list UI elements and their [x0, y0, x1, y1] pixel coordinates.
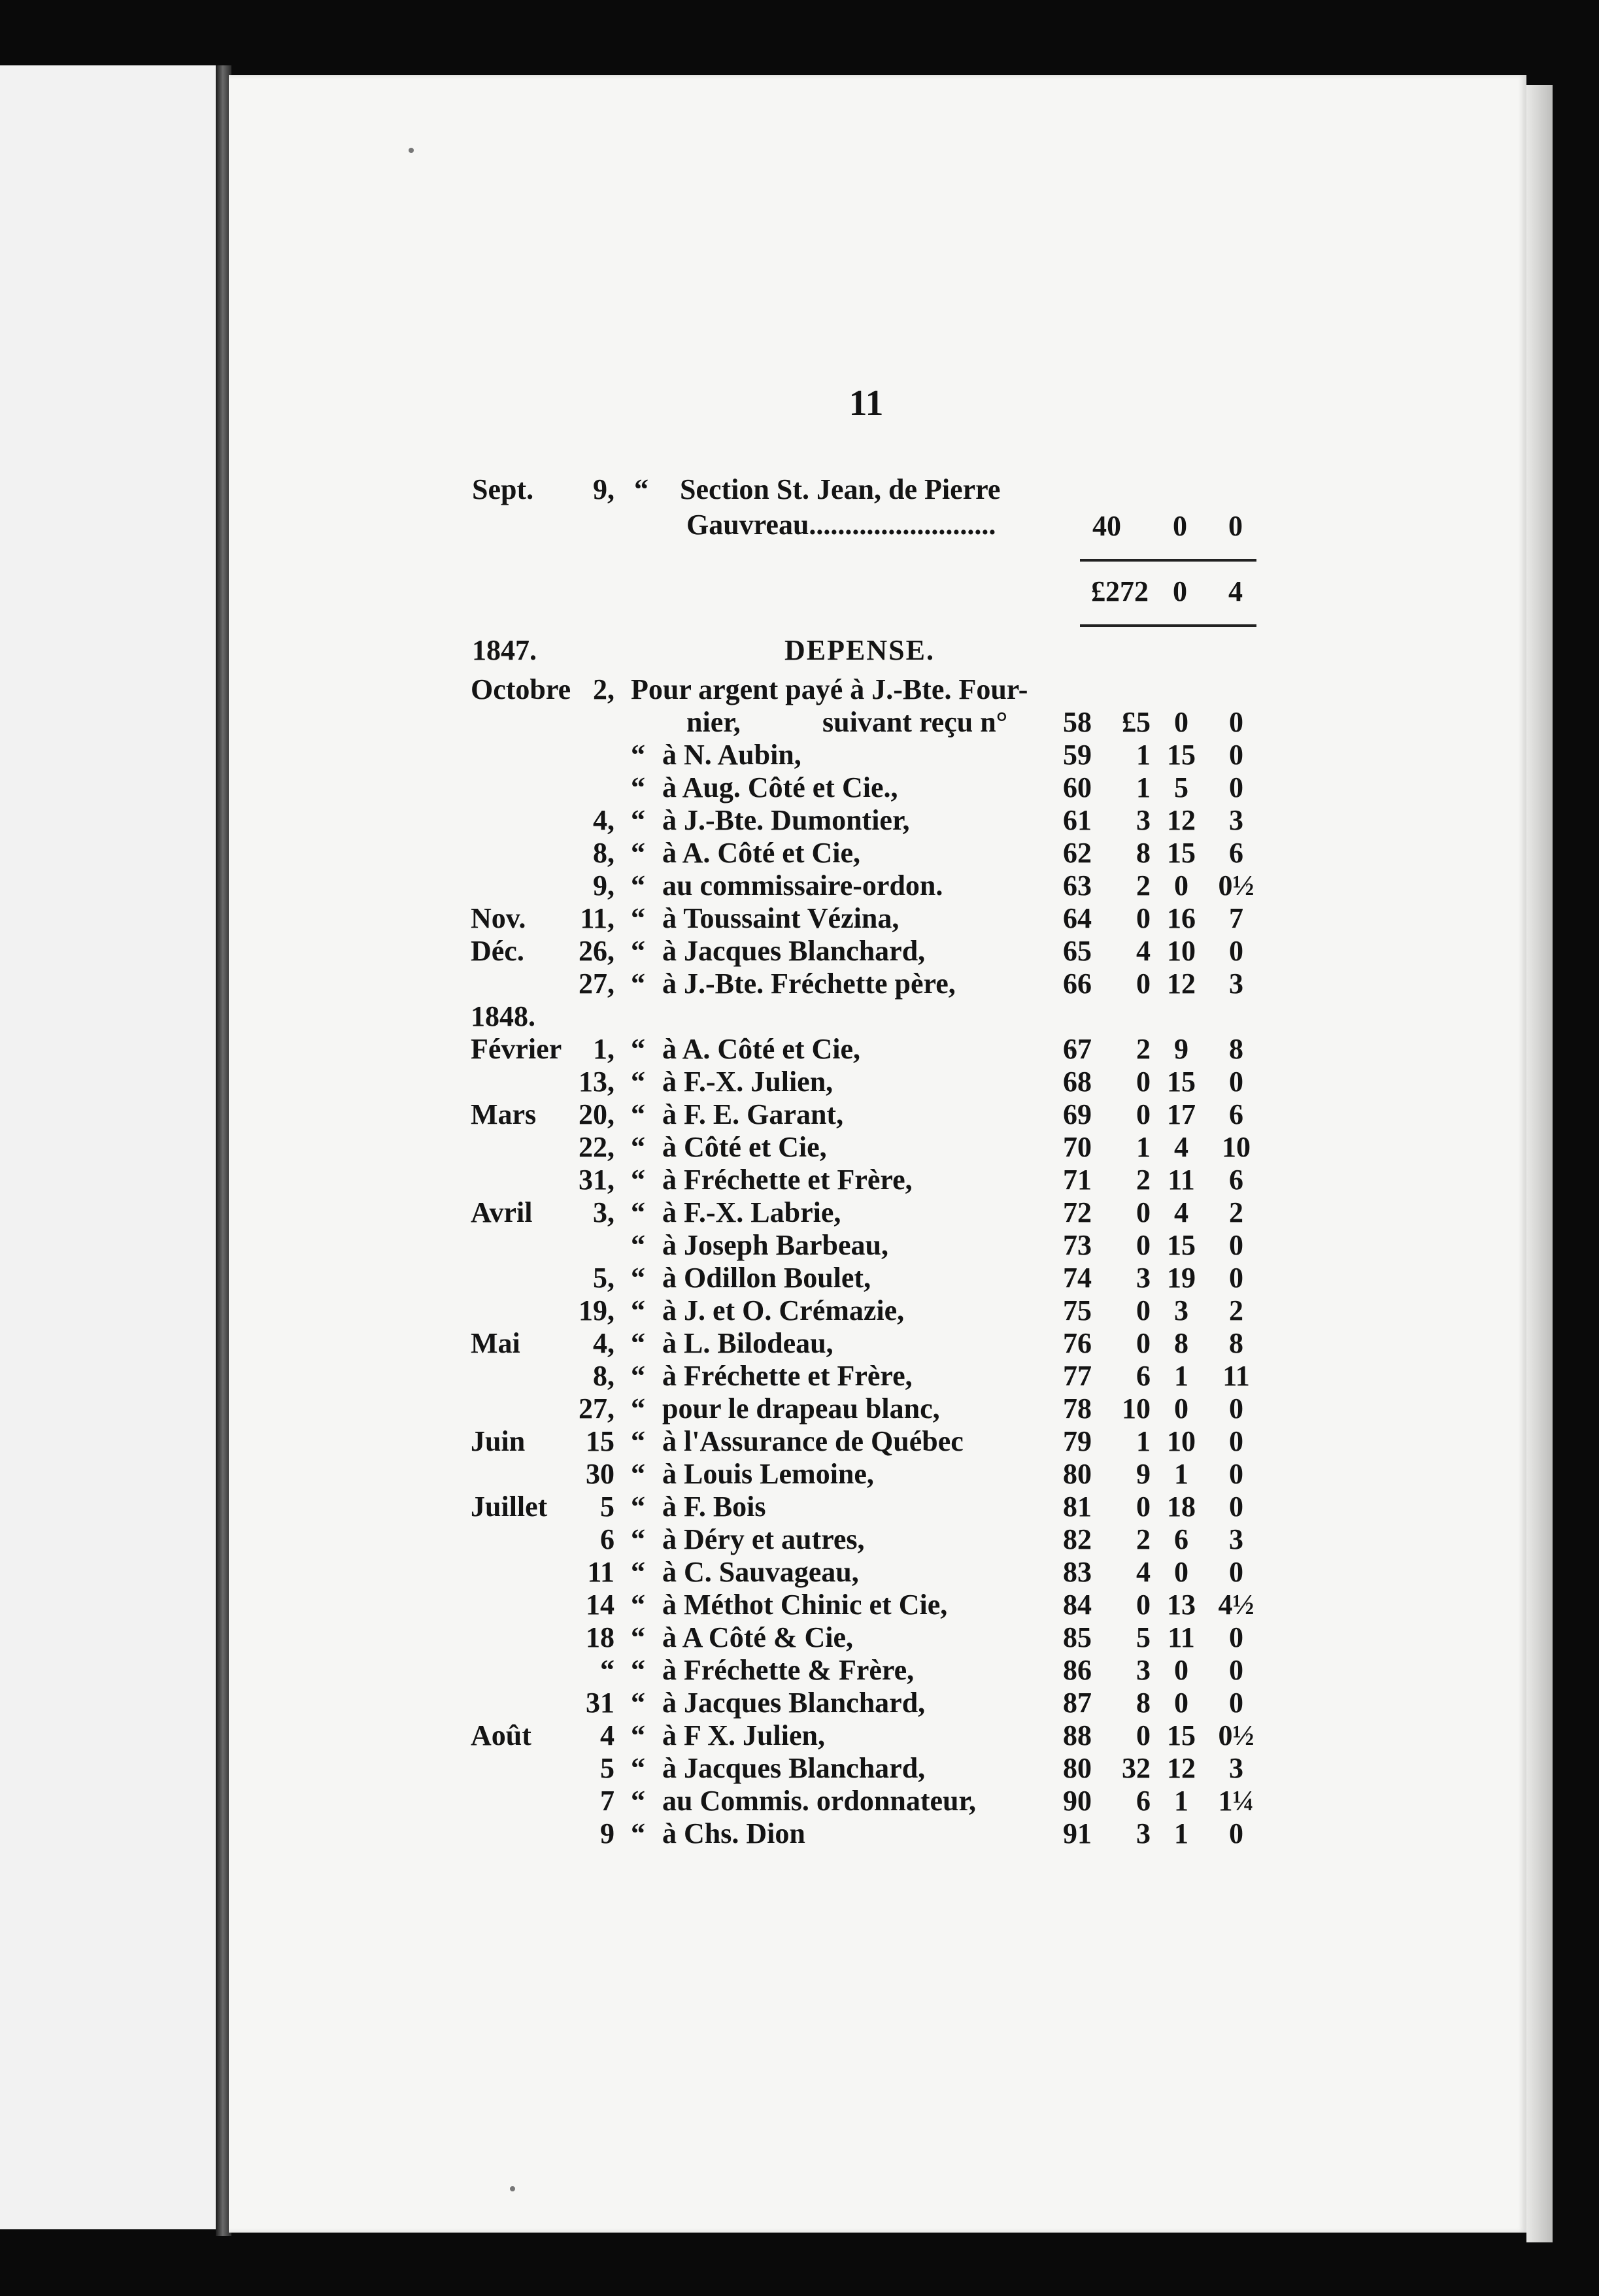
entry-day: 4, — [593, 1327, 614, 1359]
entry-payee: à J.-Bte. Dumontier, — [662, 804, 910, 836]
entry-day: 27, — [579, 1393, 614, 1425]
entry-day: 7 — [600, 1785, 614, 1817]
entry-ditto: “ — [631, 968, 645, 1000]
entry-pence: 4½ — [1218, 1589, 1254, 1621]
entry-ditto: “ — [631, 1654, 645, 1686]
entry-pence: 0 — [1229, 1458, 1243, 1490]
entry-pence: 8 — [1229, 1033, 1243, 1065]
entry-shillings: 0 — [1174, 869, 1188, 902]
entry-day: 4 — [600, 1719, 614, 1751]
entry-receipt-number: 73 — [1063, 1229, 1092, 1261]
header-shillings: 0 — [1173, 510, 1187, 542]
entry-pence: 3 — [1229, 968, 1243, 1000]
header-pence: 0 — [1228, 510, 1243, 542]
entry-pence: 0 — [1229, 739, 1243, 771]
entry-pounds: 4 — [1136, 935, 1151, 967]
entry-ditto: “ — [631, 1687, 645, 1719]
entry-payee: à Fréchette et Frère, — [662, 1164, 913, 1196]
entry-pence: 3 — [1229, 1523, 1243, 1555]
entry-receipt-label: suivant reçu n° — [822, 706, 1008, 738]
entry-pence: 0 — [1229, 1425, 1243, 1457]
total-pence: 4 — [1228, 575, 1243, 607]
entry-ditto: “ — [631, 902, 645, 934]
entry-shillings: 0 — [1174, 1654, 1188, 1686]
entry-receipt-number: 63 — [1063, 869, 1092, 902]
entry-shillings: 0 — [1174, 1556, 1188, 1588]
entry-payee: à Joseph Barbeau, — [662, 1229, 888, 1261]
entry-receipt-number: 72 — [1063, 1196, 1092, 1228]
entry-payee: à Jacques Blanchard, — [662, 935, 926, 967]
entry-shillings: 15 — [1167, 1229, 1196, 1261]
entry-ditto: “ — [631, 1066, 645, 1098]
entry-pounds: 3 — [1136, 1654, 1151, 1686]
entry-pence: 0 — [1229, 1262, 1243, 1294]
entry-shillings: 1 — [1174, 1817, 1188, 1849]
entry-payee: à Aug. Côté et Cie., — [662, 771, 898, 803]
entry-pounds: 3 — [1136, 1817, 1151, 1849]
entry-payee: à J. et O. Crémazie, — [662, 1294, 905, 1326]
entry-pounds: 9 — [1136, 1458, 1151, 1490]
entry-pounds: 0 — [1136, 1589, 1151, 1621]
entry-pounds: 3 — [1136, 1262, 1151, 1294]
entry-pounds: 0 — [1136, 1719, 1151, 1751]
entry-shillings: 8 — [1174, 1327, 1188, 1359]
entry-month: Février — [471, 1033, 562, 1065]
entry-receipt-number: 66 — [1063, 968, 1092, 1000]
entry-ditto: “ — [631, 1556, 645, 1588]
entry-pence: 3 — [1229, 1752, 1243, 1784]
entry-day: 22, — [579, 1131, 614, 1163]
entry-shillings: 1 — [1174, 1458, 1188, 1490]
entry-pence: 0 — [1229, 1687, 1243, 1719]
entry-day: 5 — [600, 1491, 614, 1523]
entry-month: Nov. — [471, 902, 526, 934]
entry-pounds: 0 — [1136, 1229, 1151, 1261]
entry-shillings: 1 — [1174, 1360, 1188, 1392]
entry-shillings: 13 — [1167, 1589, 1196, 1621]
entry-pounds: 0 — [1136, 1491, 1151, 1523]
entry-pence: 0 — [1229, 1229, 1243, 1261]
entry-pounds: 8 — [1136, 837, 1151, 869]
entry-pounds: 0 — [1136, 1327, 1151, 1359]
entry-ditto: “ — [631, 1294, 645, 1326]
entry-payee: à Jacques Blanchard, — [662, 1687, 926, 1719]
entry-ditto: “ — [631, 1523, 645, 1555]
header-pounds: 40 — [1092, 510, 1121, 542]
entry-shillings: 15 — [1167, 1066, 1196, 1098]
entry-shillings: 19 — [1167, 1262, 1196, 1294]
entry-pence: 0½ — [1218, 869, 1254, 902]
ledger-year: 1848. — [471, 1000, 535, 1032]
entry-receipt-number: 87 — [1063, 1687, 1092, 1719]
entry-receipt-number: 88 — [1063, 1719, 1092, 1751]
entry-receipt-number: 67 — [1063, 1033, 1092, 1065]
entry-day: 8, — [593, 1360, 614, 1392]
entry-day: 15 — [586, 1425, 614, 1457]
entry-day: 9, — [593, 869, 614, 902]
entry-shillings: 11 — [1168, 1621, 1195, 1653]
entry-receipt-number: 76 — [1063, 1327, 1092, 1359]
entry-payee: à C. Sauvageau, — [662, 1556, 859, 1588]
entry-pounds: 1 — [1136, 739, 1151, 771]
entry-receipt-number: 60 — [1063, 771, 1092, 803]
entry-ditto: “ — [631, 869, 645, 902]
entry-pounds: 0 — [1136, 902, 1151, 934]
entry-ditto: “ — [631, 935, 645, 967]
entry-shillings: 9 — [1174, 1033, 1188, 1065]
entry-day: 8, — [593, 837, 614, 869]
entry-payee: à Chs. Dion — [662, 1817, 805, 1849]
entry-pence: 0 — [1229, 935, 1243, 967]
entry-pounds: 5 — [1136, 1621, 1151, 1653]
entry-day: 9 — [600, 1817, 614, 1849]
entry-pounds: 10 — [1122, 1393, 1151, 1425]
entry-day: 14 — [586, 1589, 614, 1621]
entry-shillings: 12 — [1167, 1752, 1196, 1784]
entry-shillings: 0 — [1174, 706, 1188, 738]
entry-shillings: 4 — [1174, 1131, 1188, 1163]
entry-month: Déc. — [471, 935, 524, 967]
entry-payee: à F. Bois — [662, 1491, 766, 1523]
entry-month: Août — [471, 1719, 531, 1751]
entry-day: “ — [600, 1654, 614, 1686]
entry-day: 3, — [593, 1196, 614, 1228]
entry-receipt-number: 74 — [1063, 1262, 1092, 1294]
entry-receipt-number: 71 — [1063, 1164, 1092, 1196]
entry-shillings: 0 — [1174, 1393, 1188, 1425]
entry-day: 31, — [579, 1164, 614, 1196]
entry-receipt-number: 77 — [1063, 1360, 1092, 1392]
entry-ditto: “ — [631, 1164, 645, 1196]
entry-ditto: “ — [631, 739, 645, 771]
header-line-1: Section St. Jean, de Pierre — [680, 473, 1001, 505]
entry-shillings: 5 — [1174, 771, 1188, 803]
entry-month: Octobre — [471, 673, 571, 705]
entry-payee: à A. Côté et Cie, — [662, 837, 861, 869]
entry-pence: 8 — [1229, 1327, 1243, 1359]
entry-payee: pour le drapeau blanc, — [662, 1393, 940, 1425]
right-page-edge — [1526, 85, 1553, 2242]
entry-ditto: “ — [631, 1360, 645, 1392]
entry-day: 19, — [579, 1294, 614, 1326]
entry-payee: à Jacques Blanchard, — [662, 1752, 926, 1784]
entry-receipt-number: 80 — [1063, 1458, 1092, 1490]
entry-day: 31 — [586, 1687, 614, 1719]
entry-receipt-number: 83 — [1063, 1556, 1092, 1588]
entry-payee: à L. Bilodeau, — [662, 1327, 833, 1359]
entry-pounds: 3 — [1136, 804, 1151, 836]
entry-pounds: 2 — [1136, 1033, 1151, 1065]
entry-shillings: 17 — [1167, 1098, 1196, 1130]
entry-payee: à Toussaint Vézina, — [662, 902, 900, 934]
entry-ditto: “ — [631, 1589, 645, 1621]
entry-receipt-number: 64 — [1063, 902, 1092, 934]
entry-day: 5 — [600, 1752, 614, 1784]
entry-pence: 0 — [1229, 706, 1243, 738]
entry-pence: 1¼ — [1218, 1785, 1254, 1817]
page-number: 11 — [849, 383, 884, 424]
entry-payee: à J.-Bte. Fréchette père, — [662, 968, 956, 1000]
left-page-edge — [0, 65, 218, 2229]
entry-day: 27, — [579, 968, 614, 1000]
entry-ditto: “ — [631, 1752, 645, 1784]
entry-ditto: “ — [631, 1458, 645, 1490]
entry-shillings: 10 — [1167, 935, 1196, 967]
entry-payee: à Odillon Boulet, — [662, 1262, 871, 1294]
entry-payee: à l'Assurance de Québec — [662, 1425, 964, 1457]
entry-shillings: 3 — [1174, 1294, 1188, 1326]
entry-payee: à N. Aubin, — [662, 739, 801, 771]
entry-ditto: “ — [631, 837, 645, 869]
entry-pence: 0 — [1229, 1654, 1243, 1686]
entry-month: Juin — [471, 1425, 526, 1457]
entry-pounds: 1 — [1136, 1425, 1151, 1457]
entry-pence: 0 — [1229, 1556, 1243, 1588]
entry-shillings: 0 — [1174, 1687, 1188, 1719]
entry-day: 26, — [579, 935, 614, 967]
entry-pounds: £5 — [1122, 706, 1151, 738]
total-double-rule — [1080, 624, 1256, 627]
entry-shillings: 15 — [1167, 837, 1196, 869]
entry-pounds: 2 — [1136, 1523, 1151, 1555]
entry-pence: 0½ — [1218, 1719, 1254, 1751]
entry-pounds: 0 — [1136, 968, 1151, 1000]
entry-payee: à Fréchette & Frère, — [662, 1654, 915, 1686]
depense-title: DEPENSE. — [784, 634, 935, 666]
paper-speck — [510, 2186, 515, 2191]
entry-pounds: 2 — [1136, 1164, 1151, 1196]
entry-pence: 0 — [1229, 1817, 1243, 1849]
entry-pence: 6 — [1229, 1164, 1243, 1196]
entry-pence: 0 — [1229, 1066, 1243, 1098]
header-line-2: Gauvreau.......................... — [686, 509, 996, 541]
entry-pence: 6 — [1229, 837, 1243, 869]
entry-receipt-number: 68 — [1063, 1066, 1092, 1098]
entry-ditto: “ — [631, 1033, 645, 1065]
entry-pounds: 0 — [1136, 1098, 1151, 1130]
entry-receipt-number: 86 — [1063, 1654, 1092, 1686]
entry-ditto: “ — [631, 1327, 645, 1359]
entry-day: 11, — [580, 902, 614, 934]
entry-receipt-number: 91 — [1063, 1817, 1092, 1849]
entry-day: 1, — [593, 1033, 614, 1065]
entry-day: 18 — [586, 1621, 614, 1653]
total-shillings: 0 — [1173, 575, 1187, 607]
entry-ditto: “ — [631, 1425, 645, 1457]
entry-ditto: “ — [631, 1393, 645, 1425]
entry-ditto: “ — [631, 1229, 645, 1261]
entry-day: 13, — [579, 1066, 614, 1098]
entry-pounds: 0 — [1136, 1294, 1151, 1326]
entry-pounds: 0 — [1136, 1066, 1151, 1098]
entry-ditto: “ — [631, 1196, 645, 1228]
entry-receipt-number: 79 — [1063, 1425, 1092, 1457]
entry-receipt-number: 65 — [1063, 935, 1092, 967]
entry-day: 30 — [586, 1458, 614, 1490]
entry-payee: à Fréchette et Frère, — [662, 1360, 913, 1392]
entry-day: 5, — [593, 1262, 614, 1294]
entry-day: 11 — [587, 1556, 614, 1588]
entry-receipt-number: 80 — [1063, 1752, 1092, 1784]
entry-pounds: 1 — [1136, 1131, 1151, 1163]
entry-receipt-number: 62 — [1063, 837, 1092, 869]
entry-pounds: 2 — [1136, 869, 1151, 902]
entry-day: 2, — [593, 673, 614, 705]
entry-receipt-number: 58 — [1063, 706, 1092, 738]
entry-pence: 0 — [1229, 1491, 1243, 1523]
entry-receipt-number: 90 — [1063, 1785, 1092, 1817]
entry-pence: 0 — [1229, 1621, 1243, 1653]
entry-payee: à Déry et autres, — [662, 1523, 865, 1555]
total-pounds: £272 — [1091, 575, 1149, 607]
entry-pence: 0 — [1229, 771, 1243, 803]
entry-shillings: 1 — [1174, 1785, 1188, 1817]
entry-payee: au Commis. ordonnateur, — [662, 1785, 976, 1817]
entry-month: Avril — [471, 1196, 533, 1228]
entry-shillings: 15 — [1167, 739, 1196, 771]
entry-day: 20, — [579, 1098, 614, 1130]
depense-year: 1847. — [472, 634, 537, 666]
entry-shillings: 6 — [1174, 1523, 1188, 1555]
entry-pounds: 32 — [1122, 1752, 1151, 1784]
entry-pounds: 6 — [1136, 1360, 1151, 1392]
entry-ditto: “ — [631, 1621, 645, 1653]
entry-ditto: “ — [631, 804, 645, 836]
entry-month: Mars — [471, 1098, 537, 1130]
sum-rule — [1080, 559, 1256, 562]
entry-day: 6 — [600, 1523, 614, 1555]
entry-pounds: 8 — [1136, 1687, 1151, 1719]
entry-shillings: 12 — [1167, 804, 1196, 836]
entry-receipt-number: 78 — [1063, 1393, 1092, 1425]
entry-pounds: 4 — [1136, 1556, 1151, 1588]
entry-pence: 11 — [1222, 1360, 1250, 1392]
entry-pence: 10 — [1222, 1131, 1251, 1163]
entry-pence: 3 — [1229, 804, 1243, 836]
entry-receipt-number: 75 — [1063, 1294, 1092, 1326]
entry-shillings: 4 — [1174, 1196, 1188, 1228]
entry-receipt-number: 82 — [1063, 1523, 1092, 1555]
entry-receipt-number: 70 — [1063, 1131, 1092, 1163]
entry-payee: à F. E. Garant, — [662, 1098, 844, 1130]
entry-receipt-number: 81 — [1063, 1491, 1092, 1523]
entry-receipt-number: 84 — [1063, 1589, 1092, 1621]
entry-day: 4, — [593, 804, 614, 836]
entry-payee: à Méthot Chinic et Cie, — [662, 1589, 948, 1621]
entry-pence: 2 — [1229, 1294, 1243, 1326]
entry-ditto: “ — [631, 1262, 645, 1294]
entry-pence: 6 — [1229, 1098, 1243, 1130]
entry-payee: à Louis Lemoine, — [662, 1458, 874, 1490]
entry-ditto: “ — [631, 1817, 645, 1849]
entry-shillings: 15 — [1167, 1719, 1196, 1751]
entry-ditto: “ — [631, 1785, 645, 1817]
entry-pounds: 6 — [1136, 1785, 1151, 1817]
entry-payee-continued: nier, — [686, 706, 741, 738]
entry-payee: Pour argent payé à J.-Bte. Four- — [631, 673, 1028, 705]
entry-receipt-number: 61 — [1063, 804, 1092, 836]
entry-receipt-number: 59 — [1063, 739, 1092, 771]
entry-payee: à F.-X. Labrie, — [662, 1196, 841, 1228]
entry-receipt-number: 69 — [1063, 1098, 1092, 1130]
entry-month: Mai — [471, 1327, 520, 1359]
entry-shillings: 16 — [1167, 902, 1196, 934]
entry-ditto: “ — [631, 1719, 645, 1751]
entry-pounds: 0 — [1136, 1196, 1151, 1228]
entry-ditto: “ — [631, 1491, 645, 1523]
entry-pence: 2 — [1229, 1196, 1243, 1228]
header-ditto: “ — [634, 473, 648, 505]
entry-ditto: “ — [631, 771, 645, 803]
header-month: Sept. — [472, 473, 534, 505]
entry-payee: au commissaire-ordon. — [662, 869, 943, 902]
entry-payee: à F X. Julien, — [662, 1719, 825, 1751]
entry-pence: 7 — [1229, 902, 1243, 934]
paper-speck — [409, 148, 414, 153]
entry-ditto: “ — [631, 1098, 645, 1130]
entry-shillings: 12 — [1167, 968, 1196, 1000]
header-day: 9, — [593, 473, 614, 505]
entry-payee: à F.-X. Julien, — [662, 1066, 833, 1098]
entry-payee: à A Côté & Cie, — [662, 1621, 854, 1653]
entry-shillings: 18 — [1167, 1491, 1196, 1523]
entry-payee: à A. Côté et Cie, — [662, 1033, 861, 1065]
entry-ditto: “ — [631, 1131, 645, 1163]
entry-month: Juillet — [471, 1491, 548, 1523]
entry-pounds: 1 — [1136, 771, 1151, 803]
entry-shillings: 11 — [1168, 1164, 1195, 1196]
entry-shillings: 10 — [1167, 1425, 1196, 1457]
entry-pence: 0 — [1229, 1393, 1243, 1425]
entry-payee: à Côté et Cie, — [662, 1131, 827, 1163]
entry-receipt-number: 85 — [1063, 1621, 1092, 1653]
